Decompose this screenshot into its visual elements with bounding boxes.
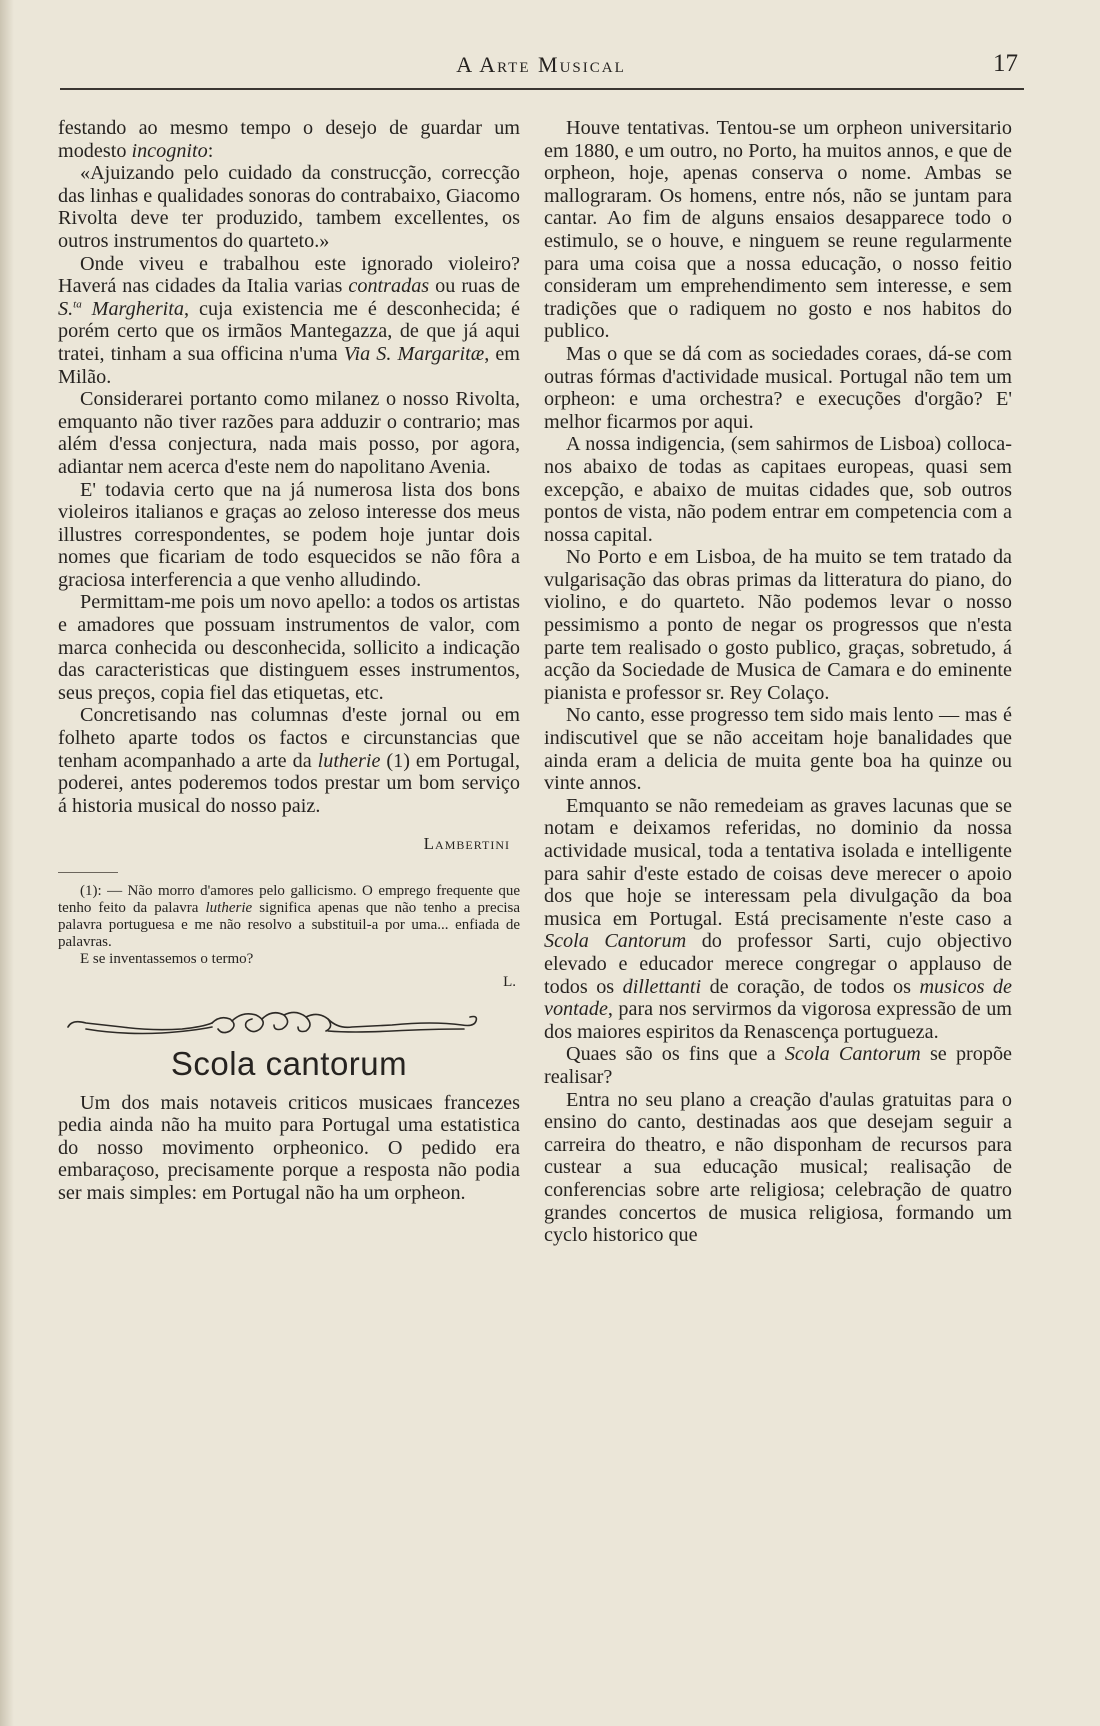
text: ou ruas de: [429, 275, 521, 298]
text: Concretisando nas columnas d'este jornal ou em folheto aparte todos os factos e circunstancias que tenham acompanhado a arte da: [58, 704, 520, 772]
text: Onde viveu e trabalhou este ignorado violeiro? Haverá nas cidades da Italia varias: [58, 252, 520, 298]
text: de coração, de todos os: [701, 975, 920, 998]
text: , cuja existencia me é desconhecida; é porém certo que os irmãos Mantegazza, de que já aqui tratei, tinham a sua officina n'uma: [58, 297, 520, 365]
paragraph: Considerarei portanto como milanez o nosso Rivolta, emquanto não tiver razões para adduzir o contrario; mas além d'essa conjectura, nada mais posso, por agora, adiantar nem acerca d'este nem do napolitano Avenia.: [58, 388, 520, 478]
italic-text: incognito: [131, 139, 208, 162]
author-signature: Lambertini: [423, 834, 510, 854]
italic-text: Scola Cantorum: [784, 1043, 921, 1066]
paragraph: [58, 253, 520, 389]
paragraph: A nossa indigencia, (sem sahirmos de Lisboa) colloca-nos abaixo de todas as capitaes europeas, quasi sem excepção, e abaixo de muitas cidades que, sob outros pontos de vista, não podem entrar em competencia com a nossa capital.: [544, 433, 1012, 546]
page-gutter-shadow: [0, 0, 14, 1726]
text: :: [207, 139, 214, 162]
section-title: Scola cantorum: [170, 1045, 408, 1082]
paragraph: E' todavia certo que na já numerosa lista dos bons violeiros italianos e graças ao zeloso interesse dos meus illustres correspondentes, se podem hoje juntar dois nomes que ficariam de todo esquecidos se não fôra a graciosa interferencia a que venho alludindo.: [58, 478, 520, 591]
paragraph: No Porto e em Lisboa, de ha muito se tem tratado da vulgarisação das obras primas da litteratura do piano, do violino, e do quarteto. Não podemos levar o nosso pessimismo a ponto de negar os progressos que n'esta parte tem realisado o gosto publico, graças, sobretudo, á acção da Sociedade de Musica de Camara e do eminente pianista e professor sr. Rey Colaço.: [544, 546, 1012, 704]
text: , para nos servirmos da vigorosa expressão de um dos maiores espiritos da Renascença portugueza.: [544, 998, 1012, 1043]
text: festando ao mesmo tempo o desejo de guardar um modesto: [58, 117, 520, 162]
paragraph: Entra no seu plano a creação d'aulas gratuitas para o ensino do canto, destinadas aos que desejam seguir a carreira do theatro, e não disponham de recursos para custear a sua educação musical; realisação de conferencias sobre arte religiosa; celebração de quatro grandes concertos de musica religiosa, formando um cyclo historico que: [544, 1088, 1012, 1247]
paragraph: Mas o que se dá com as sociedades coraes, dá-se com outras fórmas d'actividade musical. Portugal não tem um orpheon: e uma orchestra? e execuções d'orgão? E' melhor ficarmos por aqui.: [544, 342, 1012, 433]
text: Margherita: [81, 297, 184, 320]
italic-text: [58, 298, 184, 320]
paragraph: «Ajuizando pelo cuidado da construcção, correcção das linhas e qualidades sonoras do contrabaixo, Giacomo Rivolta deve ter produzido, tambem excellentes, os outros instrumentos do quarteto.»: [58, 162, 520, 252]
footnote-divider: [58, 872, 118, 873]
footnote-marker: (1): [380, 749, 410, 772]
italic-text: contradas: [348, 275, 430, 298]
italic-text: Scola Cantorum: [544, 930, 687, 953]
paragraph: Permittam-me pois um novo apello: a todos os artistas e amadores que possuam instrumentos de valor, com marca conhecida ou desconhecida, sollicito a indicação das caracteristicas que distinguem esses instrumentos, seus preços, copia fiel das etiquetas, etc.: [58, 591, 520, 704]
footnote-text: E se inventassemos o termo?: [80, 951, 254, 967]
text: S.: [58, 297, 74, 320]
text: se propõe realisar?: [544, 1043, 1012, 1088]
page-header: [60, 50, 1022, 86]
italic-text: dillettanti: [622, 975, 702, 998]
paragraph: Um dos mais notaveis criticos musicaes francezes pedia ainda não ha muito para Portugal uma estatistica do nosso movimento orpheonico. O pedido era embaraçoso, precisamente porque a resposta não podia ser mais simples: em Portugal não ha um orpheon.: [58, 1091, 520, 1204]
header-rule: [60, 88, 1024, 90]
running-title: A Arte Musical: [456, 52, 626, 77]
text: (1): — Não morro d'amores pelo gallicismo. O emprego frequente que tenho feito da palavra: [58, 883, 520, 916]
page-number: 17: [993, 50, 1018, 77]
paragraph: [58, 117, 520, 162]
footnote-initial: L.: [503, 974, 516, 990]
text: Quaes são os fins que a: [566, 1043, 785, 1066]
italic-text: lutherie: [317, 749, 381, 772]
paragraph: [544, 795, 1012, 1044]
italic-text: Via S. Margaritæ: [343, 342, 485, 365]
text: significa apenas que não tenho a precisa palavra portuguesa e me não resolvo a substituil-a por uma... enfiada de palavras.: [58, 900, 521, 950]
paragraph: [544, 1043, 1012, 1088]
text: , em Milão.: [58, 342, 520, 388]
italic-text: musicos de vontade: [544, 975, 1012, 1021]
superscript: ta: [73, 298, 82, 311]
decorative-flourish-icon: [62, 1005, 482, 1045]
text: Emquanto se não remedeiam as graves lacunas que se notam e deixamos referidas, no dominio da nossa actividade musical, toda a tentativa isolada e intelligente para sahir d'este estado de coisas deve merecer o apoio dos que hoje se interessam pela divulgação da boa musica em Portugal. Está precisamente n'este caso a: [544, 794, 1012, 930]
paragraph: Houve tentativas. Tentou-se um orpheon universitario em 1880, e um outro, no Porto, ha muitos annos, e que de orpheon, hoje, apenas conserva o nome. Ambas se mallograram. Os homens, entre nós, não se juntam para cantar. Ao fim de alguns ensaios desapparece todo o estimulo, se o houve, e ninguem se reune regularmente para uma coisa que a nossa educação, o nosso feitio consideram um emprehendimento sem interesse, e sem tradições que o radiquem no gosto e nos habitos do publico.: [544, 117, 1012, 343]
footnote: [58, 883, 520, 991]
paragraph: [58, 704, 520, 817]
text: do professor Sarti, cujo objectivo elevado e educador merece congregar o applauso de todos os: [544, 930, 1012, 998]
footnote-text: [58, 883, 520, 951]
right-column: [544, 117, 1012, 1247]
paragraph: No canto, esse progresso tem sido mais lento — mas é indiscutivel que se não acceitam hoje banalidades que ainda eram a delicia de muita gente boa ha quinze ou vinte annos.: [544, 704, 1012, 795]
left-column: [58, 117, 520, 1205]
italic-text: lutherie: [205, 900, 253, 916]
text: em Portugal, poderei, antes poderemos todos prestar um bom serviço á historia musical do nosso paiz.: [58, 749, 520, 817]
